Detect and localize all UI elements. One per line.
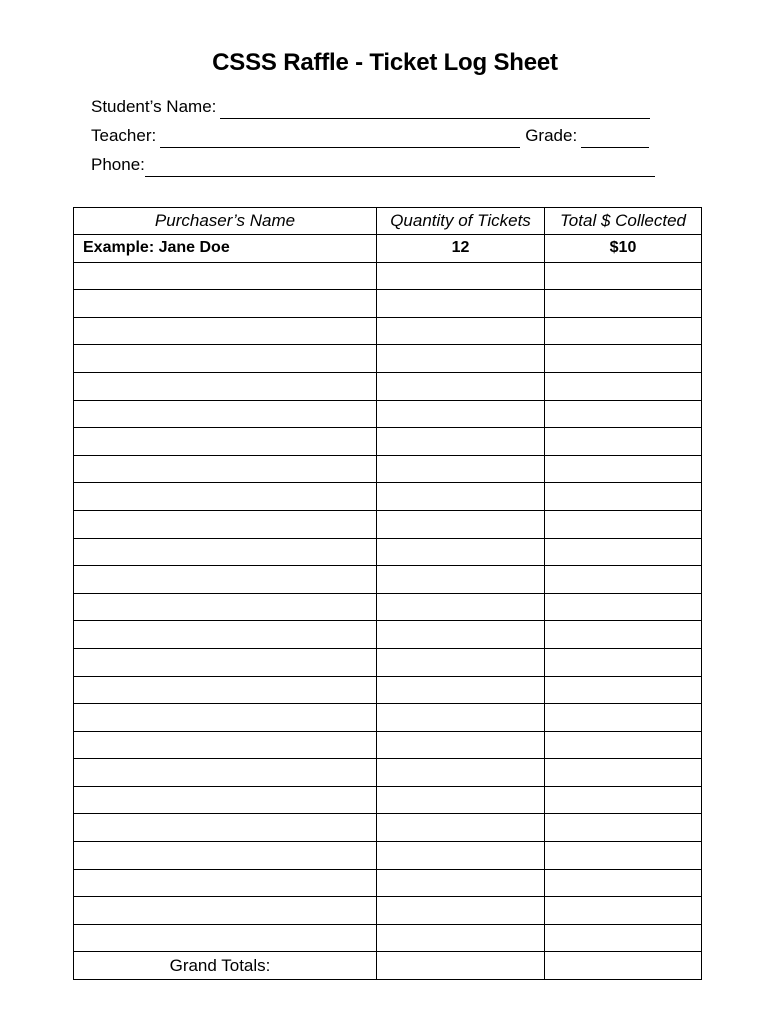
table-row xyxy=(74,290,702,318)
quantity-cell[interactable] xyxy=(377,731,545,759)
total-collected-cell[interactable] xyxy=(545,290,702,318)
example-row xyxy=(74,235,702,263)
total-collected-cell[interactable] xyxy=(545,842,702,870)
teacher-line[interactable] xyxy=(160,128,520,148)
purchaser-name-cell[interactable] xyxy=(74,648,377,676)
quantity-header: Quantity of Tickets xyxy=(377,208,545,235)
quantity-cell[interactable] xyxy=(377,400,545,428)
purchaser-name-cell[interactable] xyxy=(74,759,377,787)
total-collected-cell[interactable] xyxy=(545,455,702,483)
quantity-cell[interactable] xyxy=(377,428,545,456)
total-collected-cell[interactable] xyxy=(545,731,702,759)
page-title: CSSS Raffle - Ticket Log Sheet xyxy=(212,49,558,76)
purchaser-name-cell[interactable] xyxy=(74,455,377,483)
quantity-cell[interactable] xyxy=(377,510,545,538)
quantity-cell[interactable] xyxy=(377,786,545,814)
table-row xyxy=(74,648,702,676)
table-row xyxy=(74,262,702,290)
purchaser-name-cell[interactable] xyxy=(74,290,377,318)
quantity-cell[interactable] xyxy=(377,345,545,373)
total-collected-cell[interactable] xyxy=(545,428,702,456)
total-collected-cell[interactable] xyxy=(545,814,702,842)
quantity-cell[interactable] xyxy=(377,924,545,952)
total-collected-cell[interactable] xyxy=(545,759,702,787)
table-row xyxy=(74,869,702,897)
purchaser-name-cell[interactable] xyxy=(74,676,377,704)
purchaser-name-cell[interactable] xyxy=(74,593,377,621)
phone-line[interactable] xyxy=(145,157,655,177)
total-collected-cell[interactable] xyxy=(545,676,702,704)
total-collected-cell[interactable] xyxy=(545,372,702,400)
quantity-cell[interactable] xyxy=(377,483,545,511)
table-row xyxy=(74,814,702,842)
total-collected-cell[interactable] xyxy=(545,786,702,814)
total-collected-cell[interactable] xyxy=(545,510,702,538)
quantity-cell[interactable] xyxy=(377,869,545,897)
purchaser-name-cell[interactable] xyxy=(74,924,377,952)
table-row xyxy=(74,897,702,925)
total-collected-cell[interactable] xyxy=(545,924,702,952)
grand-totals-row xyxy=(74,952,702,980)
ticket-log-table xyxy=(73,207,702,980)
total-collected-cell[interactable] xyxy=(545,897,702,925)
purchaser-name-cell[interactable] xyxy=(74,345,377,373)
total-collected-cell[interactable] xyxy=(545,345,702,373)
purchaser-name-cell[interactable] xyxy=(74,704,377,732)
table-row xyxy=(74,372,702,400)
table-row xyxy=(74,704,702,732)
purchaser-name-cell[interactable] xyxy=(74,262,377,290)
table-row xyxy=(74,428,702,456)
quantity-cell[interactable] xyxy=(377,676,545,704)
table-row xyxy=(74,317,702,345)
student-name-field xyxy=(91,95,650,119)
table-row xyxy=(74,842,702,870)
purchaser-name-cell[interactable] xyxy=(74,621,377,649)
grand-totals-label: Grand Totals: xyxy=(74,952,377,980)
total-collected-cell[interactable] xyxy=(545,262,702,290)
table-row xyxy=(74,924,702,952)
table-row xyxy=(74,538,702,566)
table-row xyxy=(74,621,702,649)
table-row xyxy=(74,400,702,428)
phone-field xyxy=(91,153,655,177)
total-collected-cell[interactable] xyxy=(545,317,702,345)
purchaser-name-cell[interactable] xyxy=(74,814,377,842)
quantity-cell[interactable] xyxy=(377,842,545,870)
table-header-row xyxy=(74,208,702,235)
table-row xyxy=(74,731,702,759)
quantity-cell[interactable] xyxy=(377,566,545,594)
teacher-label: Teacher: xyxy=(91,126,157,145)
quantity-cell[interactable] xyxy=(377,538,545,566)
total-collected-cell[interactable] xyxy=(545,566,702,594)
purchaser-name-cell[interactable] xyxy=(74,372,377,400)
quantity-cell[interactable] xyxy=(377,262,545,290)
quantity-cell[interactable] xyxy=(377,593,545,621)
example-purchaser: Example: Jane Doe xyxy=(74,235,377,263)
purchaser-name-cell[interactable] xyxy=(74,538,377,566)
quantity-cell[interactable] xyxy=(377,814,545,842)
purchaser-name-cell[interactable] xyxy=(74,869,377,897)
total-collected-cell[interactable] xyxy=(545,648,702,676)
quantity-cell[interactable] xyxy=(377,455,545,483)
table-row xyxy=(74,593,702,621)
quantity-cell[interactable] xyxy=(377,621,545,649)
quantity-cell[interactable] xyxy=(377,704,545,732)
quantity-cell[interactable] xyxy=(377,897,545,925)
total-collected-cell[interactable] xyxy=(545,483,702,511)
total-collected-cell[interactable] xyxy=(545,869,702,897)
quantity-cell[interactable] xyxy=(377,648,545,676)
student-name-line[interactable] xyxy=(220,99,650,119)
student-name-label: Student’s Name: xyxy=(91,97,217,116)
table-row xyxy=(74,786,702,814)
purchaser-name-cell[interactable] xyxy=(74,428,377,456)
quantity-cell[interactable] xyxy=(377,317,545,345)
grand-total-collected-cell[interactable] xyxy=(545,952,702,980)
purchaser-name-cell[interactable] xyxy=(74,400,377,428)
phone-label: Phone: xyxy=(91,155,145,174)
quantity-cell[interactable] xyxy=(377,372,545,400)
purchaser-name-cell[interactable] xyxy=(74,786,377,814)
purchaser-name-cell[interactable] xyxy=(74,510,377,538)
table-row xyxy=(74,345,702,373)
total-collected-header: Total $ Collected xyxy=(545,208,702,235)
table-row xyxy=(74,483,702,511)
table-row xyxy=(74,510,702,538)
table-row xyxy=(74,759,702,787)
purchaser-name-header: Purchaser’s Name xyxy=(74,208,377,235)
example-quantity: 12 xyxy=(377,235,545,263)
grade-line[interactable] xyxy=(581,128,649,148)
total-collected-cell[interactable] xyxy=(545,621,702,649)
purchaser-name-cell[interactable] xyxy=(74,566,377,594)
grade-label: Grade: xyxy=(525,126,578,145)
example-total: $10 xyxy=(545,235,702,263)
purchaser-name-cell[interactable] xyxy=(74,483,377,511)
table-row xyxy=(74,676,702,704)
purchaser-name-cell[interactable] xyxy=(74,317,377,345)
grand-total-quantity-cell[interactable] xyxy=(377,952,545,980)
total-collected-cell[interactable] xyxy=(545,593,702,621)
total-collected-cell[interactable] xyxy=(545,704,702,732)
purchaser-name-cell[interactable] xyxy=(74,897,377,925)
teacher-field xyxy=(91,124,649,148)
purchaser-name-cell[interactable] xyxy=(74,731,377,759)
quantity-cell[interactable] xyxy=(377,759,545,787)
table-row xyxy=(74,455,702,483)
total-collected-cell[interactable] xyxy=(545,538,702,566)
purchaser-name-cell[interactable] xyxy=(74,842,377,870)
total-collected-cell[interactable] xyxy=(545,400,702,428)
quantity-cell[interactable] xyxy=(377,290,545,318)
table-row xyxy=(74,566,702,594)
